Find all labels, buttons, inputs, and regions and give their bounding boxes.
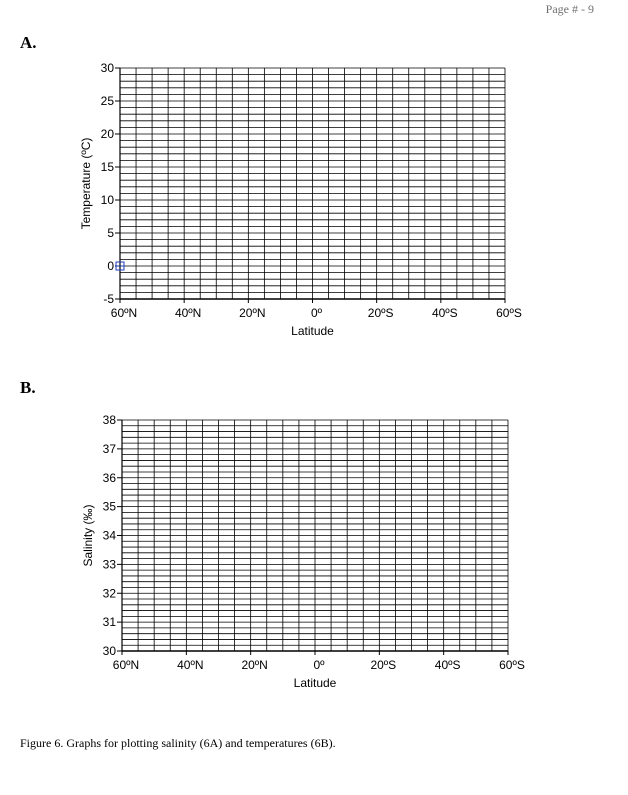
x-tick-label: 20ºN bbox=[241, 658, 268, 672]
x-axis-title: Latitude bbox=[291, 324, 334, 338]
panel-label-b: B. bbox=[20, 378, 36, 397]
y-axis-title: Salinity (‰) bbox=[81, 504, 95, 567]
y-tick-label: 37 bbox=[102, 441, 116, 456]
page-number: Page # - 9 bbox=[545, 2, 594, 16]
y-axis-title: Temperature (ºC) bbox=[79, 137, 93, 230]
x-tick-label: 40ºS bbox=[431, 306, 458, 320]
x-axis-title: Latitude bbox=[293, 676, 337, 690]
y-tick-label: 10 bbox=[100, 193, 114, 207]
x-tick-label: 60ºN bbox=[110, 306, 138, 320]
y-tick-label: 25 bbox=[100, 94, 114, 108]
y-tick-label: 20 bbox=[100, 127, 114, 141]
salinity-chart bbox=[0, 405, 628, 705]
x-tick-label: 20ºS bbox=[370, 658, 397, 672]
figure-caption: Figure 6. Graphs for plotting salinity (6A) and temperatures (6B). bbox=[20, 736, 336, 750]
x-tick-label: 0º bbox=[310, 306, 323, 320]
y-tick-label: 35 bbox=[102, 499, 116, 514]
y-tick-label: -5 bbox=[103, 292, 114, 306]
y-tick-label: 36 bbox=[102, 470, 116, 485]
y-tick-label: 0 bbox=[107, 259, 114, 273]
x-tick-label: 0º bbox=[313, 658, 325, 672]
y-tick-label: 33 bbox=[102, 557, 116, 572]
x-tick-label: 40ºN bbox=[177, 658, 204, 672]
x-tick-label: 60ºS bbox=[496, 306, 522, 320]
y-tick-label: 30 bbox=[100, 61, 114, 75]
y-tick-label: 15 bbox=[100, 160, 114, 174]
panel-label-a: A. bbox=[20, 33, 37, 52]
x-tick-label: 20ºS bbox=[367, 306, 394, 320]
x-tick-label: 40ºS bbox=[434, 658, 461, 672]
y-tick-label: 32 bbox=[102, 586, 116, 601]
x-tick-label: 60ºS bbox=[499, 658, 525, 672]
y-tick-label: 31 bbox=[102, 615, 116, 630]
y-tick-label: 38 bbox=[102, 413, 116, 427]
y-tick-label: 34 bbox=[102, 528, 116, 543]
x-tick-label: 60ºN bbox=[112, 658, 140, 672]
y-tick-label: 30 bbox=[102, 644, 116, 658]
y-tick-label: 5 bbox=[107, 226, 114, 240]
x-tick-label: 40ºN bbox=[174, 306, 202, 320]
x-tick-label: 20ºN bbox=[239, 306, 266, 320]
temperature-chart bbox=[0, 55, 628, 355]
